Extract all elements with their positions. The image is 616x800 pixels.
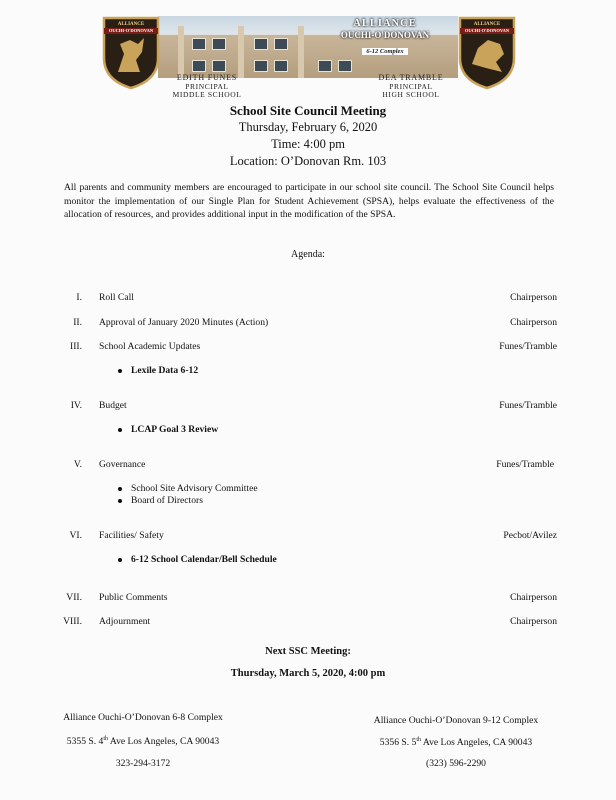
agenda-num: I.: [76, 292, 82, 303]
agenda-subitem-text: LCAP Goal 3 Review: [131, 424, 219, 435]
banner-title-line3: 6-12 Complex: [362, 48, 407, 55]
agenda-presenter: Funes/Tramble: [496, 459, 554, 470]
agenda-subitem: [118, 495, 203, 506]
agenda-subitem: [118, 424, 218, 435]
agenda-item: Facilities/ Safety: [99, 530, 164, 541]
header-banner: [100, 14, 518, 100]
agenda-num: VIII.: [63, 616, 82, 627]
right-crest-top: ALLIANCE: [473, 22, 501, 27]
agenda-num: III.: [70, 341, 82, 352]
agenda-item: School Academic Updates: [99, 341, 201, 352]
left-crest-top: ALLIANCE: [117, 22, 145, 27]
agenda-item: Public Comments: [99, 592, 168, 603]
agenda-subitem-text: Lexile Data 6-12: [131, 365, 199, 376]
agenda-num: V.: [73, 459, 82, 470]
left-principal: [162, 74, 252, 100]
agenda-subitem-text: School Site Advisory Committee: [131, 483, 258, 494]
left-principal-name: EDITH FUNES: [176, 73, 238, 82]
agenda-presenter: Chairperson: [510, 317, 557, 328]
agenda-label: Agenda:: [291, 249, 325, 260]
agenda-presenter: Chairperson: [510, 616, 557, 627]
right-principal-school: HIGH SCHOOL: [382, 90, 440, 99]
footer-right-addr-sup: th: [416, 736, 421, 743]
meeting-date: Thursday, February 6, 2020: [238, 120, 378, 134]
footer-right-name: Alliance Ouchi-O’Donovan 9-12 Complex: [373, 715, 539, 726]
agenda-subitem: [118, 554, 277, 565]
meeting-title: School Site Council Meeting: [229, 103, 387, 118]
footer-right-addr-num: 5356 S. 5: [379, 737, 417, 748]
meeting-location: Location: O’Donovan Rm. 103: [229, 154, 387, 168]
bullet-icon: [118, 428, 122, 432]
footer-left-addr-sup: th: [103, 735, 108, 742]
footer-left-addr-rest: Ave Los Angeles, CA 90043: [107, 736, 220, 747]
footer-left-name: Alliance Ouchi-O’Donovan 6-8 Complex: [63, 712, 223, 723]
next-meeting-label: Next SSC Meeting:: [265, 646, 351, 657]
agenda-subitem: [118, 365, 198, 376]
agenda-presenter: Funes/Tramble: [499, 400, 557, 411]
agenda-item: Roll Call: [99, 292, 134, 303]
bullet-icon: [118, 369, 122, 373]
banner-title-line1: ALLIANCE: [353, 18, 417, 29]
bullet-icon: [118, 499, 122, 503]
agenda-item: Budget: [99, 400, 127, 411]
footer-left-address: [58, 736, 228, 748]
footer-right-address: [366, 737, 546, 749]
agenda-num: VI.: [69, 530, 82, 541]
right-principal-role: PRINCIPAL: [389, 81, 433, 91]
agenda-subitem: [118, 483, 258, 494]
agenda-item: Adjournment: [99, 616, 151, 627]
agenda-num: VII.: [66, 592, 82, 603]
agenda-presenter: Chairperson: [510, 292, 557, 303]
intro-paragraph: All parents and community members are encouraged to participate in our school site council. The School Site Council helps monitor the implementation of our Single Plan for Student Achievement (SPSA), helps evaluate the effectiveness of the allocation of resources, and provides additional input in the modification of the SPSA.: [64, 182, 554, 220]
left-crest-name: OUCHI-O'DONOVAN: [104, 28, 158, 34]
agenda-item: Approval of January 2020 Minutes (Action): [99, 317, 269, 328]
agenda-subitem-text: 6-12 School Calendar/Bell Schedule: [131, 554, 277, 565]
footer-left-addr-num: 5355 S. 4: [66, 736, 104, 747]
right-principal-name: DEA TRAMBLE: [378, 73, 444, 82]
right-crest-logo: [456, 14, 518, 90]
agenda-num: IV.: [70, 400, 82, 411]
left-crest-logo: [100, 14, 162, 90]
footer-left-phone: 323-294-3172: [115, 758, 171, 769]
bullet-icon: [118, 558, 122, 562]
banner-title: [315, 18, 455, 58]
next-meeting-date: Thursday, March 5, 2020, 4:00 pm: [230, 668, 386, 679]
bullet-icon: [118, 487, 122, 491]
agenda-presenter: Chairperson: [510, 592, 557, 603]
agenda-presenter: Funes/Tramble: [499, 341, 557, 352]
right-principal: [366, 74, 456, 100]
agenda-presenter: Pecbot/Avilez: [503, 530, 557, 541]
banner-title-line2: OUCHI-O'DONOVAN: [340, 30, 430, 40]
agenda-num: II.: [73, 317, 82, 328]
agenda-subitem-text: Board of Directors: [131, 495, 203, 506]
footer-right-phone: (323) 596-2290: [426, 758, 486, 769]
meeting-time: Time: 4:00 pm: [271, 137, 345, 151]
footer-right-addr-rest: Ave Los Angeles, CA 90043: [420, 737, 533, 748]
left-principal-role: PRINCIPAL: [185, 81, 229, 91]
left-principal-school: MIDDLE SCHOOL: [172, 90, 242, 99]
agenda-item: Governance: [99, 459, 146, 470]
right-crest-name: OUCHI-O'DONOVAN: [460, 28, 514, 34]
